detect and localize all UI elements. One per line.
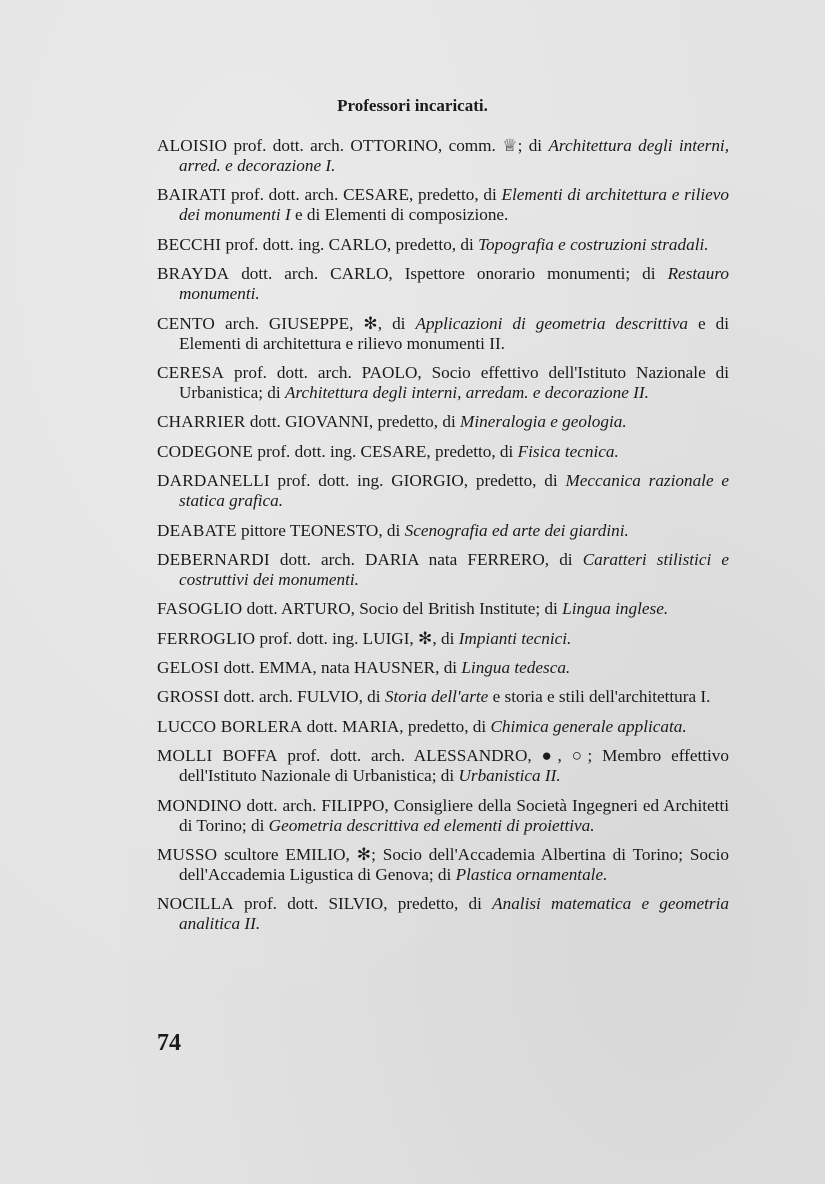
entry-subject: Lingua tedesca. (461, 658, 571, 678)
faculty-entry (157, 687, 729, 707)
faculty-entry (157, 746, 729, 786)
entry-details: arch. GIUSEPPE, ✻, di (214, 313, 416, 333)
faculty-entry (157, 599, 729, 619)
entry-surname: FASOGLIO (157, 599, 243, 619)
faculty-entry (157, 471, 729, 511)
entry-subject: Storia dell'arte (384, 687, 489, 707)
entry-surname: CERESA (157, 362, 225, 382)
faculty-list (157, 136, 729, 944)
entry-subject: Restauro monumenti. (179, 264, 729, 304)
entry-details: dott. EMMA, nata HAUSNER, di (219, 658, 462, 678)
entry-details-tail: e storia e stili dell'architettura I. (488, 687, 711, 707)
entry-surname: CODEGONE (157, 441, 254, 461)
entry-details-tail: e di Elementi di architettura e rilievo monumenti II. (179, 313, 729, 353)
entry-details: prof. dott. arch. OTTORINO, comm. ♕; di (227, 136, 549, 155)
entry-details: pittore TEONESTO, di (236, 520, 405, 540)
entry-details: prof. dott. ing. GIORGIO, predetto, di (269, 471, 566, 491)
faculty-entry (157, 442, 729, 462)
entry-surname: DEBERNARDI (157, 549, 270, 569)
entry-surname: MUSSO (157, 845, 218, 865)
entry-subject: Geometria descrittiva ed elementi di proiettiva. (268, 815, 595, 835)
entry-details: prof. dott. ing. CESARE, predetto, di (253, 441, 518, 461)
entry-surname: DARDANELLI (157, 471, 270, 491)
page-number: 74 (157, 1030, 181, 1056)
entry-subject: Meccanica razionale e statica grafica. (179, 471, 730, 511)
entry-surname: MOLLI BOFFA (157, 746, 278, 766)
faculty-entry (157, 264, 729, 304)
faculty-entry (157, 363, 729, 403)
entry-details: dott. ARTURO, Socio del British Institute; di (242, 599, 563, 619)
entry-details: prof. dott. arch. CESARE, predetto, di (226, 185, 502, 205)
faculty-entry (157, 796, 729, 836)
entry-subject: Plastica ornamentale. (455, 865, 608, 885)
entry-surname: BECCHI (157, 234, 222, 254)
entry-details: prof. dott. arch. PAOLO, Socio effettivo dell'Istituto Nazionale di Urbanistica; di (179, 362, 729, 402)
entry-details: prof. dott. ing. CARLO, predetto, di (221, 234, 479, 254)
faculty-entry (157, 717, 729, 737)
entry-details: dott. MARIA, predetto, di (302, 716, 491, 736)
entry-details: dott. arch. DARIA nata FERRERO, di (269, 549, 583, 569)
entry-subject: Topografia e costruzioni stradali. (478, 234, 709, 254)
entry-subject: Architettura degli interni, arred. e decorazione I. (179, 136, 730, 175)
entry-surname: LUCCO BORLERA (157, 716, 303, 736)
entry-subject: Analisi matematica e geometria analitica II. (179, 894, 729, 934)
entry-details: dott. arch. FULVIO, di (219, 687, 385, 707)
entry-subject: Lingua inglese. (562, 599, 669, 619)
section-heading: Professori incaricati. (337, 96, 488, 115)
entry-subject: Mineralogia e geologia. (460, 412, 627, 432)
entry-details: dott. arch. FILIPPO, Consigliere della Società Ingegneri ed Architetti di Torino; di (179, 795, 729, 835)
entry-details: dott. arch. CARLO, Ispettore onorario monumenti; di (229, 264, 668, 284)
entry-surname: CENTO (157, 313, 215, 333)
entry-subject: Architettura degli interni, arredam. e decorazione II. (284, 382, 649, 402)
faculty-entry (157, 314, 729, 354)
entry-surname: DEABATE (157, 520, 237, 540)
faculty-entry (157, 412, 729, 432)
entry-surname: MONDINO (157, 795, 242, 815)
entry-surname: GELOSI (157, 658, 220, 678)
entry-surname: ALOISIO (157, 136, 228, 155)
entry-subject: Scenografia ed arte dei giardini. (404, 520, 629, 540)
faculty-entry (157, 550, 729, 590)
entry-subject: Urbanistica II. (458, 766, 561, 786)
faculty-entry (157, 521, 729, 541)
faculty-entry (157, 235, 729, 255)
entry-details: scultore EMILIO, ✻; Socio dell'Accademia Albertina di Torino; Socio dell'Accademia Ligustica di Genova; di (179, 845, 729, 885)
faculty-entry (157, 629, 729, 649)
entry-surname: BRAYDA (157, 264, 230, 284)
entry-surname: CHARRIER (157, 412, 246, 432)
entry-surname: BAIRATI (157, 185, 227, 205)
faculty-entry (157, 658, 729, 678)
entry-details: prof. dott. SILVIO, predetto, di (233, 894, 493, 914)
faculty-entry (157, 894, 729, 934)
faculty-entry (157, 845, 729, 885)
entry-details: dott. GIOVANNI, predetto, di (245, 412, 461, 432)
entry-subject: Impianti tecnici. (458, 628, 572, 648)
entry-surname: GROSSI (157, 687, 220, 707)
entry-subject: Fisica tecnica. (517, 441, 619, 461)
faculty-entry (157, 136, 729, 176)
entry-details-tail: e di Elementi di composizione. (290, 205, 509, 225)
entry-details: prof. dott. arch. ALESSANDRO, ●, ○; Membro effettivo dell'Istituto Nazionale di Urbanistica; di (179, 746, 729, 786)
entry-subject: Chimica generale applicata. (490, 716, 687, 736)
entry-surname: FERROGLIO (157, 628, 256, 648)
entry-details: prof. dott. ing. LUIGI, ✻, di (255, 628, 459, 648)
faculty-entry (157, 185, 729, 225)
entry-surname: NOCILLA (157, 894, 234, 914)
entry-subject: Applicazioni di geometria descrittiva (415, 313, 688, 333)
entry-subject: Elementi di architettura e rilievo dei monumenti I (179, 185, 729, 225)
entry-subject: Caratteri stilistici e costruttivi dei monumenti. (179, 549, 729, 589)
